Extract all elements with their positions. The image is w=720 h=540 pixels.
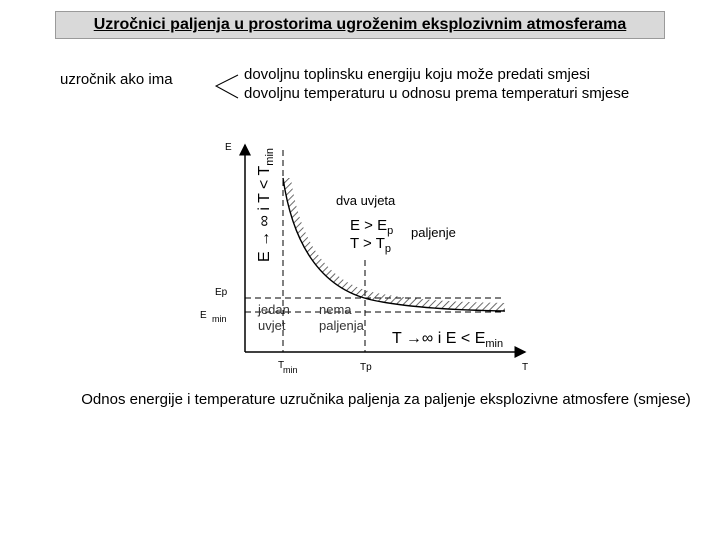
t-infinity-main: T →∞ i E < E <box>392 330 486 347</box>
bracket <box>216 75 238 98</box>
energy-ineq-main: E > E <box>350 217 388 234</box>
ignition-label: paljenje <box>411 225 456 240</box>
cause-label: uzročnik ako ima <box>60 71 173 88</box>
tp-label: Tp <box>360 362 372 373</box>
one-condition-line1: jedan <box>258 302 290 317</box>
ep-label: Ep <box>215 287 228 298</box>
temperature-inequality <box>350 235 392 255</box>
no-ignition-line1: nema <box>319 302 352 317</box>
energy-inequality <box>350 217 394 237</box>
vertical-note <box>256 148 276 262</box>
temp-ineq-main: T > T <box>350 235 385 252</box>
condition-temperature: dovoljnu temperaturu u odnosu prema temperaturi smjese <box>244 85 630 102</box>
emin-label: E <box>200 310 207 321</box>
one-condition-line2: uvjet <box>258 318 286 333</box>
diagram-caption: Odnos energije i temperature uzručnika paljenja za paljenje eksplozivne atmosfere (smjese) <box>81 391 691 408</box>
tmin-label: T <box>278 360 285 371</box>
x-axis-label: T <box>522 362 529 373</box>
vertical-note-main: E → ∞ i T < T <box>255 165 273 263</box>
condition-energy: dovoljnu toplinsku energiju koju može predati smjesi <box>244 66 591 83</box>
vertical-note-sub: min <box>264 147 277 166</box>
no-ignition-label <box>319 302 364 334</box>
t-infinity-sub: min <box>485 338 504 351</box>
t-infinity-note <box>392 330 503 350</box>
emin-sub: min <box>212 314 227 324</box>
energy-ineq-sub: p <box>387 225 394 237</box>
page-title: Uzročnici paljenja u prostorima ugroženim eksplozivnim atmosferama <box>93 16 627 33</box>
one-condition-label <box>258 302 290 334</box>
no-ignition-line2: paljenja <box>319 318 364 333</box>
two-conditions-label: dva uvjeta <box>336 193 396 208</box>
temp-ineq-sub: p <box>384 243 392 255</box>
y-axis-label: E <box>225 142 232 153</box>
tmin-sub: min <box>283 365 298 375</box>
